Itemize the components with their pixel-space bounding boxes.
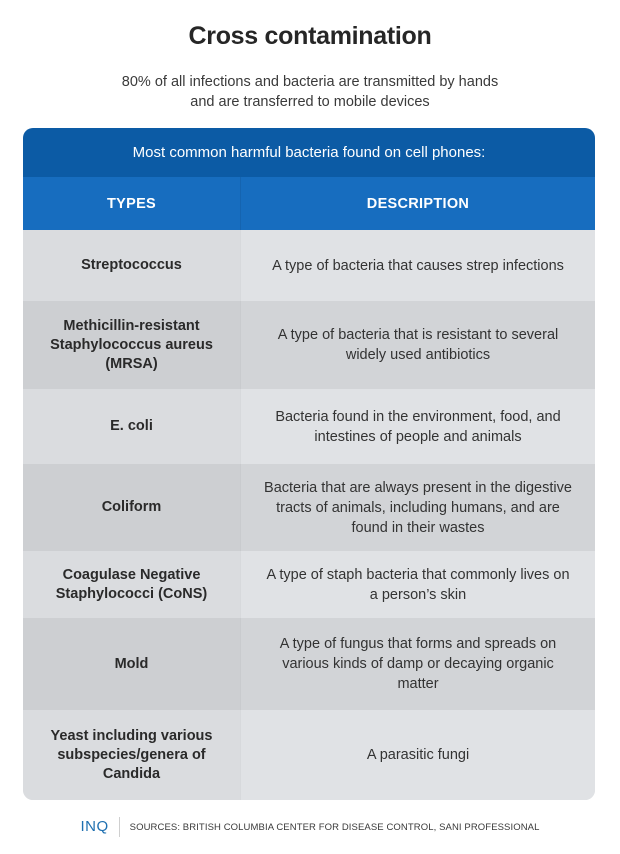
description-cell: Bacteria found in the environment, food, and intestines of people and animals: [240, 389, 595, 464]
type-cell: Yeast including various subspecies/genera of Candida: [23, 710, 240, 800]
sources-credit: SOURCES: BRITISH COLUMBIA CENTER FOR DISEASE CONTROL, SANI PROFESSIONAL: [129, 821, 540, 833]
subtitle-line-1: 80% of all infections and bacteria are transmitted by hands: [121, 74, 499, 90]
table-row: [23, 618, 595, 710]
table-row: [23, 389, 595, 464]
table-row: [23, 230, 595, 301]
description-cell: A type of staph bacteria that commonly lives on a person’s skin: [240, 551, 595, 618]
type-cell: Coagulase Negative Staphylococci (CoNS): [23, 551, 240, 618]
table-row: [23, 710, 595, 800]
table-header-row: [23, 177, 595, 230]
type-cell: Streptococcus: [23, 230, 240, 301]
table-row: [23, 551, 595, 618]
description-cell: A type of fungus that forms and spreads on various kinds of damp or decaying organic matter: [240, 618, 595, 710]
subtitle-line-2: and are transferred to mobile devices: [190, 94, 430, 110]
column-header-types: TYPES: [106, 195, 157, 212]
column-header-description: DESCRIPTION: [240, 177, 595, 230]
footer: [0, 814, 620, 840]
page-subtitle: [0, 72, 620, 112]
table-row: [23, 301, 595, 389]
type-cell: Methicillin-resistant Staphylococcus aureus (MRSA): [23, 301, 240, 389]
description-cell: Bacteria that are always present in the digestive tracts of animals, including humans, and are found in their wastes: [240, 464, 595, 551]
description-cell: A parasitic fungi: [240, 710, 595, 800]
type-cell: Mold: [23, 618, 240, 710]
bacteria-table: [23, 128, 595, 800]
page-title: Cross contamination: [188, 22, 432, 50]
description-cell: A type of bacteria that causes strep infections: [240, 230, 595, 301]
inq-logo: INQ: [80, 817, 119, 837]
table-row: [23, 464, 595, 551]
description-cell: A type of bacteria that is resistant to several widely used antibiotics: [240, 301, 595, 389]
type-cell: E. coli: [23, 389, 240, 464]
table-caption: Most common harmful bacteria found on cell phones:: [23, 128, 595, 177]
type-cell: Coliform: [23, 464, 240, 551]
